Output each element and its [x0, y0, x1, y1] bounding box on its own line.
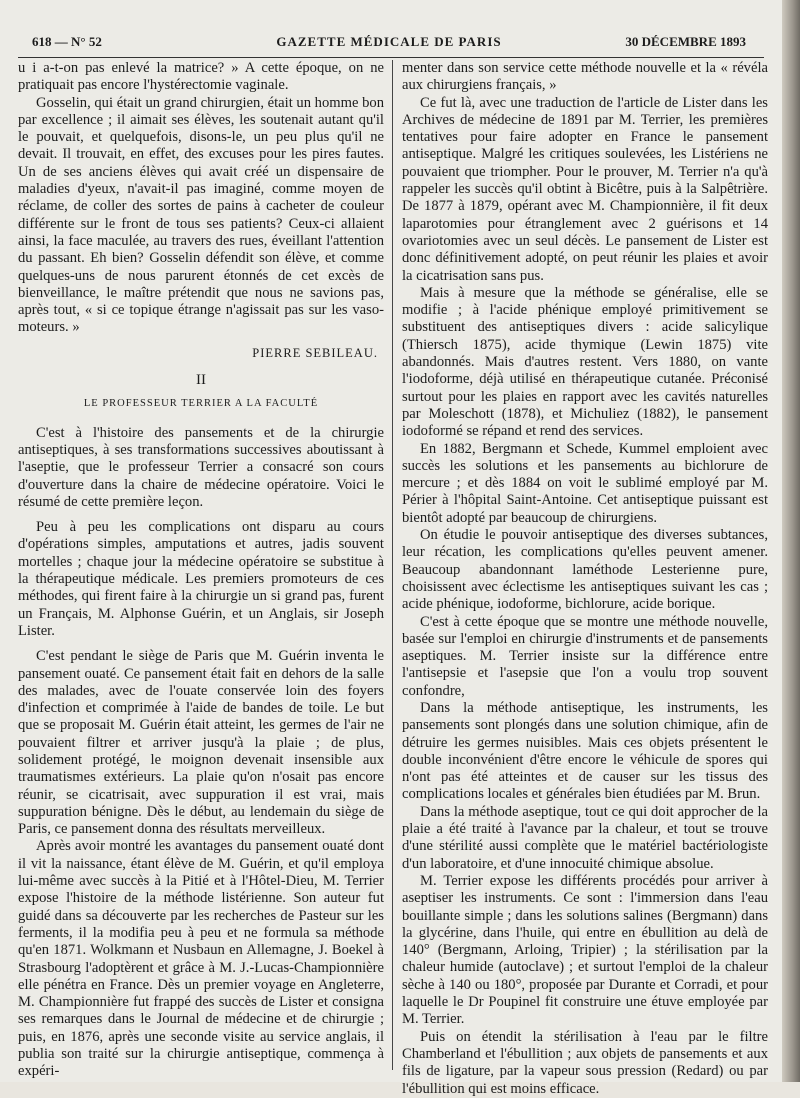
paragraph: Peu à peu les complications ont disparu au cours d'opérations simples, amputations et autres, jadis souvent mortelles ; chaque jour la médecine opératoire se substitue à la thérapeutique médicale. Les premiers promoteurs de ces méthodes, qui firent faire à la chirurgie un si grand pas, furent un Français, M. Alphonse Guérin, et un Anglais, sir Joseph Lister. — [18, 519, 384, 639]
book-spine-edge — [782, 0, 800, 1082]
paragraph: Dans la méthode antiseptique, les instruments, les pansements sont plongés dans une solution chimique, afin de détruire les germes nuisibles. Mais ces objets présentent le double inconvénient d'être encore le véhicule de spores qui n'ont pas été atteintes et de causer sur les tissus des complications locales et générales bien étudiées par M. Brun. — [402, 699, 768, 803]
right-column — [402, 60, 768, 1097]
paragraph: C'est à cette époque que se montre une méthode nouvelle, basée sur l'emploi en chirurgie d'instruments et de pansements aseptiques. M. Terrier insiste sur la différence entre l'antisepsie et l'asepsie que l'on a voulu trop souvent confondre, — [402, 613, 768, 699]
paragraph: Mais à mesure que la méthode se généralise, elle se modifie ; à l'acide phénique employé primitivement se substituent des antiseptiques divers : acide salicylique (Thiersch 1875), acide thymique (Lewin 1875) vite abandonnés. Mais d'autres restent. Vers 1880, on vante l'iodoforme, déjà utilisé en thérapeutique cutanée. Préconisé surtout pour les plaies en rapport avec les cavités naturelles par Moleschott (1878), et Michuliez (1882), le pansement iodoformé se répand et rend des services. — [402, 284, 768, 440]
column-divider — [392, 60, 393, 1070]
paragraph: Ce fut là, avec une traduction de l'article de Lister dans les Archives de médecine de 1891 par M. Terrier, les premières tentatives pour faire adopter en France le pansement antiseptique. Malgré les critiques soulevées, les Listériens ne pouvaient que triompher. Pour le prouver, M. Terrier n'a qu'à rappeler les succès qu'il obtint à Bicêtre, puis à la Salpêtrière. De 1877 à 1879, opérant avec M. Championnière, il fit deux laparotomies pour étranglement avec 2 guérisons et 14 ovariotomies avec un seul décès. Le pansement de Lister est donc définitivement adopté, on peut réunir les plaies et avoir la cicatrisation sans pus. — [402, 94, 768, 284]
journal-title: GAZETTE MÉDICALE DE PARIS — [276, 34, 502, 49]
header-rule — [18, 57, 764, 58]
paragraph: C'est à l'histoire des pansements et de la chirurgie antiseptiques, à ses transformations successives aboutissant à l'aseptie, que le professeur Terrier a consacré son cours d'ouverture dans la chaire de médecine opératoire. Voici le résumé de cette première leçon. — [18, 424, 384, 510]
section-heading: LE PROFESSEUR TERRIER A LA FACULTÉ — [83, 398, 319, 410]
paragraph: Puis on étendit la stérilisation à l'eau par le filtre Chamberland et l'ébullition ; aux objets de pansements et aux fils de ligature, par la vapeur sous pression (Redard) ou par l'ébullition qui est moins efficace. — [402, 1028, 768, 1097]
paragraph: On étudie le pouvoir antiseptique des diverses subtances, leur récation, les complications qu'elles peuvent amener. Beaucoup abandonnant laméthode Lesterienne pure, choisissent avec éclectisme les antiseptiques suivant les cas ; acide phénique, iodoforme, bichlorure, acide borique. — [402, 527, 768, 613]
paragraph: C'est pendant le siège de Paris que M. Guérin inventa le pansement ouaté. Ce pansement était fait en dehors de la salle des malades, avec de l'ouate conservée loin des foyers d'infection et comprimée à l'aide de bandes de toile. Le but que se proposait M. Guérin était atteint, les germes de l'air ne pouvaient filtrer et arriver jusqu'à la plaie ; de plus, solidement protégé, le moignon devenait insensible aux traumatismes extérieurs. La plaie qu'on n'osait pas encore réunir, se cicatrisait, avec suppuration il est vrai, mais suppuration bénigne. Dès le début, au lendemain du siège de Paris, ce pansement donna des résultats merveilleux. — [18, 648, 384, 838]
left-column — [18, 60, 384, 1080]
paragraph: menter dans son service cette méthode nouvelle et la « révéla aux chirurgiens français, » — [402, 60, 768, 94]
paragraph: Gosselin, qui était un grand chirurgien, était un homme bon par excellence ; il aimait ses élèves, les soutenait autant qu'il le pouvait, et quelquefois, disons-le, un peu plus qu'il ne devait. Il trouvait, en effet, des excuses pour les pires fautes. Un de ses anciens élèves qui avait créé un dispensaire de maladies d'yeux, n'avait-il pas imaginé, comme moyen de réclame, de coller des sortes de pains à cacheter de couleur différente sur le front de tous ses patients? Ceux-ci allaient ainsi, la face maculée, au travers des rues, éveillant l'attention du passant. Eh bien? Gosselin défendit son élève, et comme quelques-uns de nous parurent étonnés de cet excès de bienveillance, le maître prétendit que nous ne savions pas, après tout, « si ce topique étrange n'agissait pas sur les vaso-moteurs. » — [18, 94, 384, 336]
page-number: 618 — N° 52 — [32, 34, 102, 49]
section-number: II — [196, 372, 206, 389]
paragraph: Dans la méthode aseptique, tout ce qui doit approcher de la plaie a été traité à l'avance par la chaleur, et tout se trouve d'une stérilité aussi complète que le matériel bactériologiste d'un laboratoire, et d'une innocuité chimique absolue. — [402, 803, 768, 872]
page-header — [32, 34, 746, 54]
author-signature: PIERRE SEBILEAU. — [252, 345, 378, 360]
paragraph: En 1882, Bergmann et Schede, Kummel emploient avec succès les solutions et les pansements au bichlorure de mercure ; et dès 1884 on voit le sublimé employé par M. Périer à l'hôpital Saint-Antoine. Cet antiseptique puissant est bientôt adopté par beaucoup de chirurgiens. — [402, 440, 768, 526]
paragraph: M. Terrier expose les différents procédés pour arriver à aseptiser les instruments. Ce sont : l'immersion dans l'eau bouillante simple ; dans les solutions salines (Bergmann) dans la glycérine, dans l'huile, qui entre en ébullition au delà de 140° (Bergmann, Arloing, Tripier) ; la stérilisation par la chaleur humide (autoclave) ; et surtout l'emploi de la chaleur sèche à 140 ou 180°, proposée par Durante et Corradi, et pour laquelle le Dr Poupinel fit construire une étuve employée par M. Terrier. — [402, 872, 768, 1028]
issue-date: 30 DÉCEMBRE 1893 — [625, 34, 746, 49]
paragraph: u i a-t-on pas enlevé la matrice? » A cette époque, on ne pratiquait pas encore l'hystérectomie vaginale. — [18, 60, 384, 94]
paragraph: Après avoir montré les avantages du pansement ouaté dont il vit la naissance, étant élève de M. Guérin, et qu'il employa lui-même avec succès à la Pitié et à l'Hôtel-Dieu, M. Terrier expose l'histoire de la méthode listérienne. Son auteur fut guidé dans sa découverte par les recherches de Pasteur sur les ferments, il la modifia peu à peu et ne formula sa méthode qu'en 1871. Wolkmann et Nusbaun en Allemagne, J. Boekel à Strasbourg l'adoptèrent et grâce à M. J.-Lucas-Championnière elle pénétra en France. Dès un premier voyage en Angleterre, M. Championnière fut frappé des succès de Lister et consigna ses remarques dans le Journal de médecine et de chirurgie ; puis, en 1876, après une seconde visite au service anglais, il publia son traité sur la chirurgie antiseptique, commença à expéri- — [18, 838, 384, 1080]
